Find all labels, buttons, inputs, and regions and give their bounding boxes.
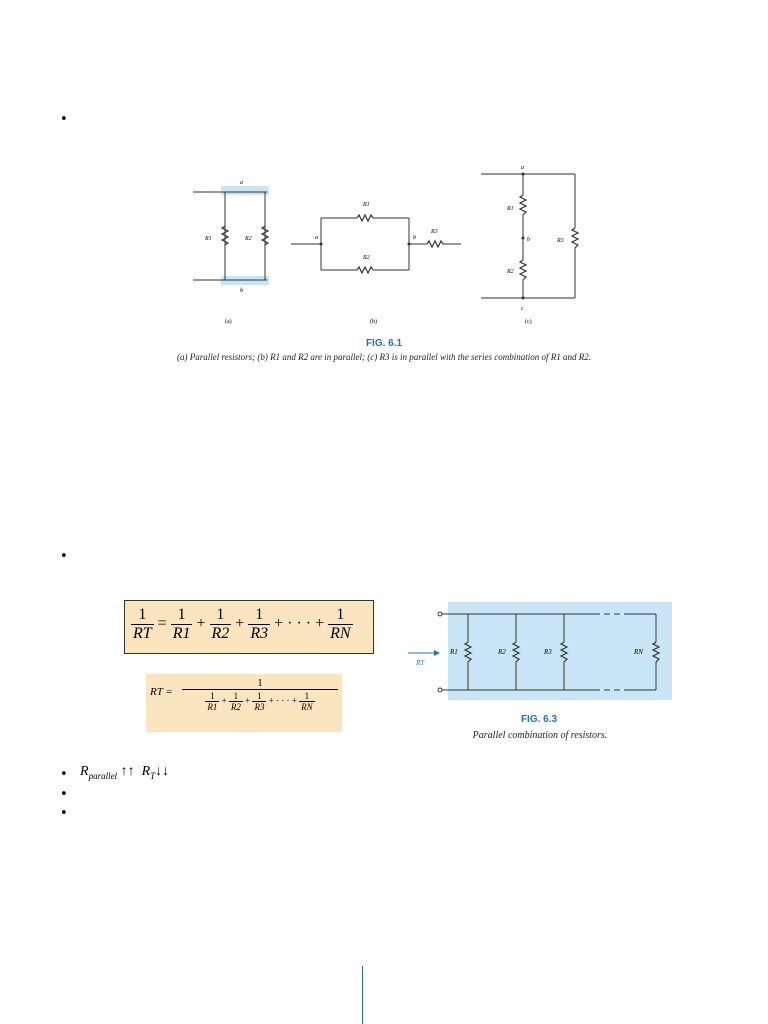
svg-text:b: b: [527, 237, 530, 243]
figure-6-1-caption: (a) Parallel resistors; (b) R1 and R2 are in parallel; (c) R3 is in parallel with the series combination of R1 and R2.: [176, 352, 592, 362]
parallel-relation: $R_{parallel}$ ↑↑ $R_T↓↓$: [80, 764, 170, 781]
bullet-2: •: [60, 549, 68, 564]
svg-text:R1: R1: [205, 236, 212, 242]
bullet-3: •: [60, 767, 68, 782]
figure-6-1-diagram: [185, 160, 605, 335]
equation-box-2: RT = 1 $\frac{1}{R1}$ + $\frac{1}{R2}$ + $\frac{1}{R3}$ + · · · + $\frac{1}{RN}$: [146, 674, 342, 732]
svg-text:R3: R3: [431, 229, 438, 235]
svg-text:R1: R1: [363, 202, 370, 208]
svg-text:R3: R3: [557, 238, 564, 244]
svg-text:RN: RN: [634, 648, 643, 656]
svg-text:a: a: [315, 235, 318, 241]
figure-6-3-diagram: [404, 598, 674, 704]
svg-text:b: b: [413, 235, 416, 241]
figure-6-1-title: FIG. 6.1: [365, 338, 403, 349]
svg-text:b: b: [240, 288, 243, 294]
svg-text:RT: RT: [416, 659, 425, 667]
bullet-1: •: [60, 112, 68, 127]
svg-text:R3: R3: [544, 648, 552, 656]
bullet-5: •: [60, 806, 68, 821]
panel-b-label: (b): [370, 319, 377, 325]
svg-text:R2: R2: [507, 269, 514, 275]
svg-text:R2: R2: [498, 648, 506, 656]
panel-c-label: (c): [525, 319, 532, 325]
panel-a-label: (a): [225, 319, 232, 325]
figure-6-3-caption: Parallel combination of resistors.: [472, 730, 608, 741]
svg-text:R1: R1: [507, 206, 514, 212]
svg-text:c: c: [521, 306, 524, 312]
svg-text:R2: R2: [363, 255, 370, 261]
svg-text:a: a: [240, 180, 243, 186]
bullet-4: •: [60, 787, 68, 802]
svg-text:a: a: [521, 165, 524, 171]
equation-box-1: $\frac{1}{RT}$ = $\frac{1}{R1}$ + $\frac{1}{R2}$ + $\frac{1}{R3}$ + · · · + $\frac{1}{RN}$: [124, 600, 374, 654]
page-divider: [362, 966, 363, 1024]
svg-text:R2: R2: [245, 236, 252, 242]
figure-6-3-title: FIG. 6.3: [520, 714, 558, 725]
svg-text:R1: R1: [450, 648, 458, 656]
